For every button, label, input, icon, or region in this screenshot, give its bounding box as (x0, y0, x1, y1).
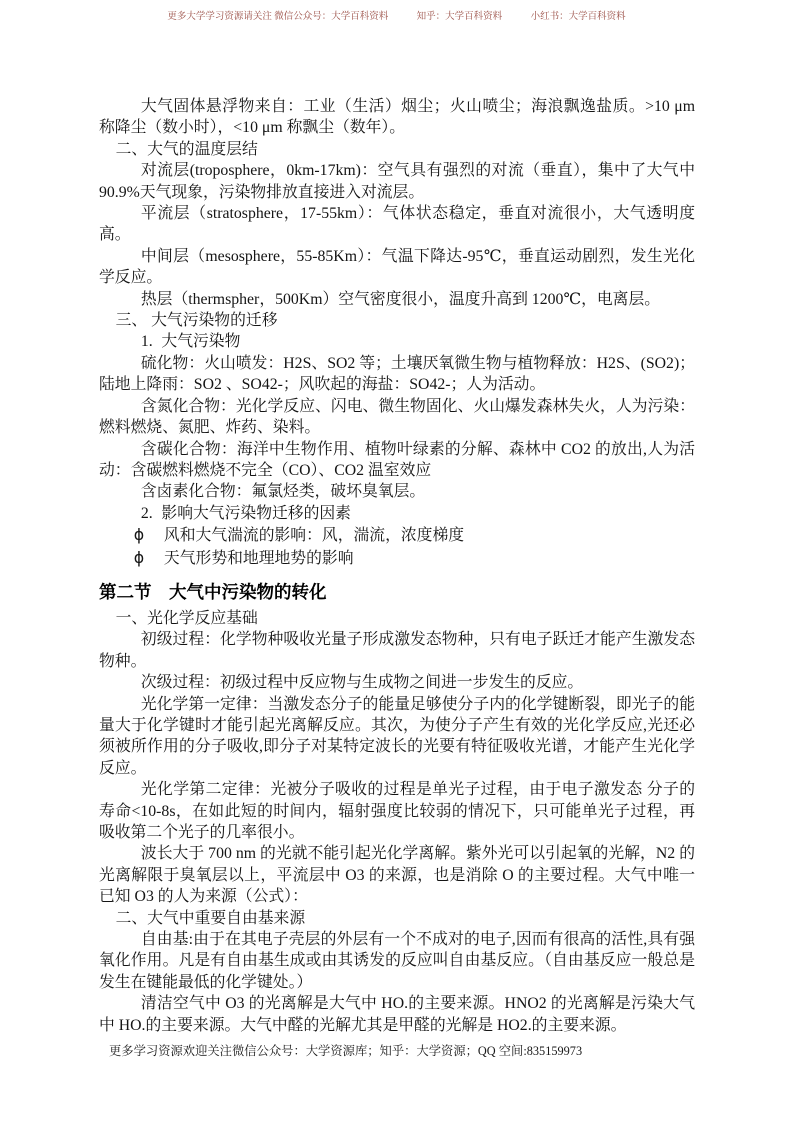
page-footer: 更多学习资源欢迎关注微信公众号：大学资源库；知乎：大学资源；QQ 空间:835159973 (109, 1044, 583, 1058)
paragraph: 对流层(troposphere，0km-17km)：空气具有强烈的对流（垂直），集中了大气中 90.9%天气现象，污染物排放直接进入对流层。 (99, 162, 695, 201)
subsection-title: 二、大气的温度层结 (115, 140, 258, 158)
bullet-text: 风和大气湍流的影响：风，湍流，浓度梯度 (163, 527, 465, 545)
paragraph: 大气固体悬浮物来自：工业（生活）烟尘；火山喷尘；海浪飘逸盐质。>10 μm 称降尘（数小时），<10 μm 称飘尘（数年）。 (99, 98, 695, 137)
header-promo-text: 更多大学学习资源请关注 微信公众号：大学百科资料 (167, 12, 389, 22)
header-zhihu-text: 知乎：大学百科资料 (416, 12, 503, 22)
paragraph: 波长大于 700 nm 的光就不能引起光化学离解。紫外光可以引起氧的光解，N2 的光离解限于臭氧层以上，平流层中 O3 的来源，也是消除 O 的主要过程。大气中唯一已知 O3 的人为来源（公式）： (99, 845, 695, 906)
numbered-item (99, 331, 695, 352)
paragraph: 含卤素化合物：氟氯烃类，破坏臭氧层。 (140, 483, 426, 501)
paragraph: 热层（thermspher，500Km）空气密度很小，温度升高到 1200℃，电离层。 (140, 290, 661, 308)
paragraph: 光化学第一定律：当激发态分子的能量足够使分子内的化学键断裂，即光子的能量大于化学键时才能引起光离解反应。其次，为使分子产生有效的光化学反应,光还必须被所作用的分子吸收,即分子对某特定波长的光要有特征吸收光谱，才能产生光化学反应。 (99, 695, 695, 777)
subsection-title: 三、 大气污染物的迁移 (115, 312, 278, 330)
paragraph: 自由基:由于在其电子壳层的外层有一个不成对的电子,因而有很高的活性,具有强氧化作用。凡是有自由基生成或由其诱发的反应叫自由基反应。（自由基反应一般总是发生在键能最低的化学键处。） (99, 931, 695, 991)
subsection-title: 二、大气中重要自由基来源 (115, 909, 306, 927)
numbered-item (99, 503, 695, 524)
bullet-item (99, 524, 695, 546)
phi-bullet-icon: ϕ (133, 547, 145, 567)
phi-bullet-icon: ϕ (133, 525, 145, 545)
paragraph: 清洁空气中 O3 的光离解是大气中 HO.的主要来源。HNO2 的光离解是污染大气中 HO.的主要来源。大气中醛的光解尤其是甲醛的光解是 HO2.的主要来源。 (99, 995, 695, 1034)
section-heading: 第二节 大气中污染物的转化 (99, 582, 327, 603)
paragraph: 次级过程：初级过程中反应物与生成物之间进一步发生的反应。 (140, 674, 584, 692)
item-text: 影响大气污染物迁移的因素 (161, 504, 351, 522)
document-body (99, 96, 695, 1036)
paragraph: 初级过程：化学物种吸收光量子形成激发态物种，只有电子跃迁才能产生激发态物种。 (99, 631, 695, 670)
paragraph: 平流层（stratosphere，17-55km）：气体状态稳定，垂直对流很小，大气透明度高。 (99, 205, 695, 244)
paragraph: 含碳化合物：海洋中生物作用、植物叶绿素的分解、森林中 CO2 的放出,人为活动：含碳燃料燃烧不完全（CO）、CO2 温室效应 (99, 440, 695, 479)
page-header (0, 8, 793, 22)
bullet-text: 天气形势和地理地势的影响 (163, 549, 354, 567)
item-number: 2. (140, 504, 153, 522)
item-number: 1. (140, 333, 153, 351)
bullet-item (99, 547, 695, 569)
paragraph: 硫化物：火山喷发：H2S、SO2 等；土壤厌氧微生物与植物释放：H2S、(SO2)；陆地上降雨：SO2 、SO42-；风吹起的海盐：SO42-；人为活动。 (99, 354, 695, 394)
paragraph: 光化学第二定律：光被分子吸收的过程是单光子过程，由于电子激发态 分子的寿命<10-8s，在如此短的时间内，辐射强度比较弱的情况下，只可能单光子过程，再吸收第二个光子的几率很小。 (99, 781, 695, 841)
header-xiaohongshu-text: 小红书：大学百科资料 (530, 12, 626, 22)
subsection-title: 一、光化学反应基础 (115, 609, 258, 627)
paragraph: 含氮化合物：光化学反应、闪电、微生物固化、火山爆发森林失火，人为污染：燃料燃烧、氮肥、炸药、染料。 (99, 397, 695, 437)
paragraph: 中间层（mesosphere，55-85Km）：气温下降达-95℃，垂直运动剧烈，发生光化学反应。 (99, 247, 695, 287)
item-text: 大气污染物 (161, 333, 241, 351)
